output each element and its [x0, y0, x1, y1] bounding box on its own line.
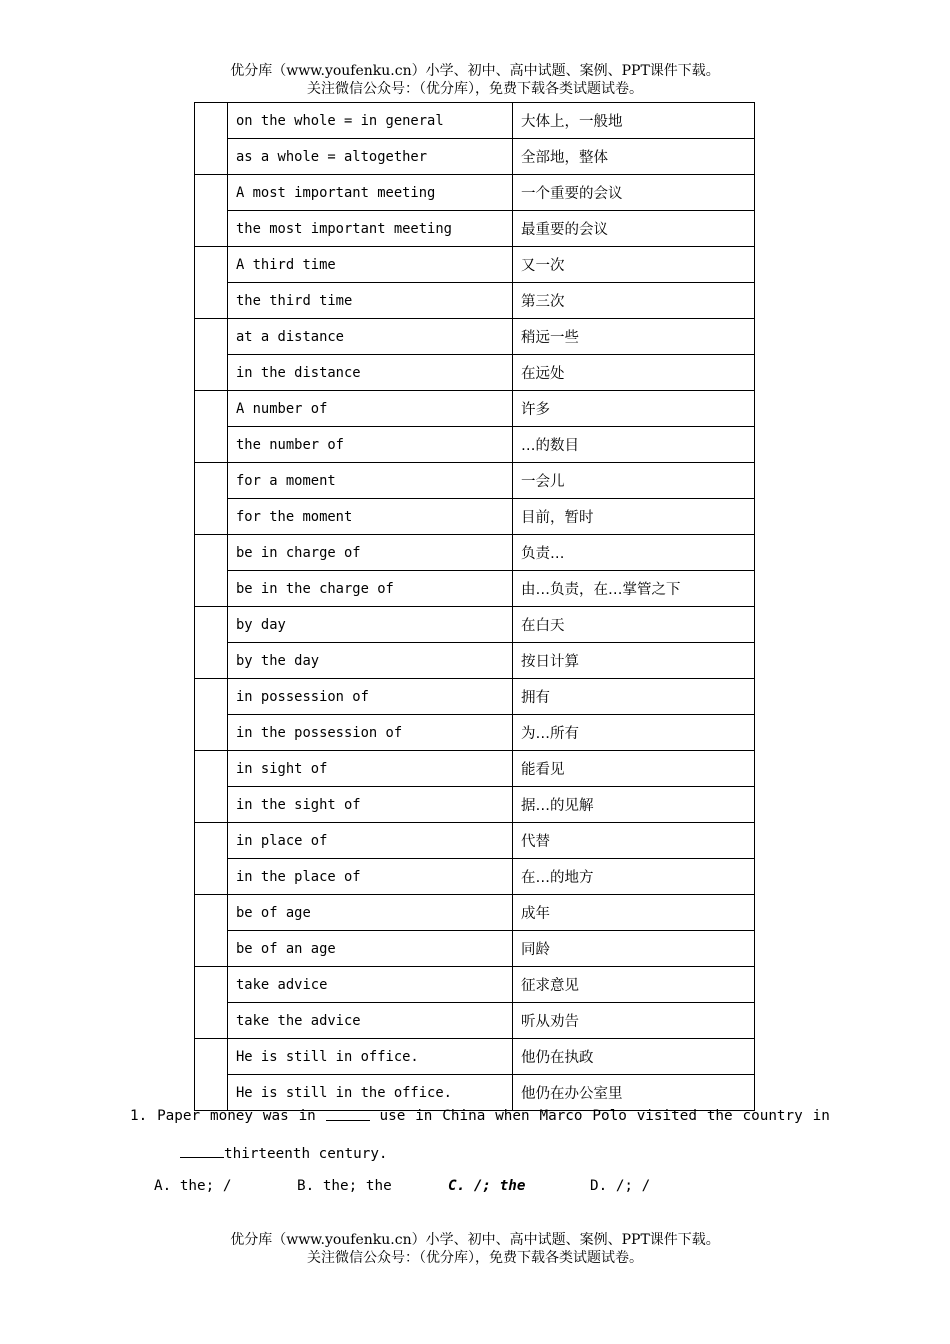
english-phrase-cell: the third time: [228, 283, 513, 319]
question-line-1: [130, 1106, 830, 1126]
group-number-cell: [195, 535, 228, 607]
table-row: [195, 967, 755, 1003]
english-phrase-cell: in sight of: [228, 751, 513, 787]
english-phrase-cell: be in charge of: [228, 535, 513, 571]
answer-blank: [180, 1143, 224, 1158]
question-word: Polo: [592, 1108, 627, 1124]
page-header: [0, 62, 950, 98]
table-row: [195, 931, 755, 967]
table-row: [195, 283, 755, 319]
chinese-meaning-cell: 征求意见: [513, 967, 755, 1003]
group-number-cell: [195, 751, 228, 823]
chinese-meaning-cell: 成年: [513, 895, 755, 931]
group-number-cell: [195, 247, 228, 319]
group-number-cell: [195, 391, 228, 463]
question-line-2: [180, 1143, 388, 1164]
english-phrase-cell: A third time: [228, 247, 513, 283]
table-row: [195, 715, 755, 751]
table-row: [195, 175, 755, 211]
chinese-meaning-cell: 大体上，一般地: [513, 103, 755, 139]
chinese-meaning-cell: 按日计算: [513, 643, 755, 679]
english-phrase-cell: A most important meeting: [228, 175, 513, 211]
chinese-meaning-cell: 同龄: [513, 931, 755, 967]
header-line-1: 优分库（www.youfenku.cn）小学、初中、高中试题、案例、PPT课件下载。: [230, 63, 720, 79]
chinese-meaning-cell: 目前，暂时: [513, 499, 755, 535]
english-phrase-cell: by day: [228, 607, 513, 643]
chinese-meaning-cell: 稍远一些: [513, 319, 755, 355]
group-number-cell: [195, 319, 228, 391]
question-word: Paper: [157, 1108, 201, 1124]
table-row: [195, 787, 755, 823]
english-phrase-cell: be of an age: [228, 931, 513, 967]
page-footer: [0, 1231, 950, 1267]
chinese-meaning-cell: 最重要的会议: [513, 211, 755, 247]
question-word: visited: [636, 1108, 697, 1124]
chinese-meaning-cell: …的数目: [513, 427, 755, 463]
vocabulary-table-body: [195, 103, 755, 1111]
header-line-2: 关注微信公众号：（优分库），免费下载各类试题试卷。: [307, 81, 643, 97]
chinese-meaning-cell: 他仍在办公室里: [513, 1075, 755, 1111]
english-phrase-cell: for the moment: [228, 499, 513, 535]
group-number-cell: [195, 1039, 228, 1111]
question-word: the: [706, 1108, 733, 1124]
option-b: B. the; the: [297, 1178, 392, 1194]
question-word: country: [742, 1108, 803, 1124]
group-number-cell: [195, 895, 228, 967]
chinese-meaning-cell: 许多: [513, 391, 755, 427]
chinese-meaning-cell: 一会儿: [513, 463, 755, 499]
chinese-meaning-cell: 一个重要的会议: [513, 175, 755, 211]
table-row: [195, 679, 755, 715]
table-row: [195, 103, 755, 139]
english-phrase-cell: He is still in office.: [228, 1039, 513, 1075]
chinese-meaning-cell: 能看见: [513, 751, 755, 787]
english-phrase-cell: at a distance: [228, 319, 513, 355]
english-phrase-cell: as a whole = altogether: [228, 139, 513, 175]
question-word: when: [495, 1108, 530, 1124]
english-phrase-cell: take advice: [228, 967, 513, 1003]
footer-line-2: 关注微信公众号：（优分库），免费下载各类试题试卷。: [307, 1250, 643, 1266]
chinese-meaning-cell: 又一次: [513, 247, 755, 283]
footer-line-1: 优分库（www.youfenku.cn）小学、初中、高中试题、案例、PPT课件下载。: [230, 1232, 720, 1248]
english-phrase-cell: A number of: [228, 391, 513, 427]
option-c: C. /; the: [448, 1178, 526, 1194]
option-d: D. /; /: [590, 1178, 651, 1194]
chinese-meaning-cell: 他仍在执政: [513, 1039, 755, 1075]
chinese-meaning-cell: 全部地，整体: [513, 139, 755, 175]
group-number-cell: [195, 463, 228, 535]
table-row: [195, 355, 755, 391]
english-phrase-cell: the most important meeting: [228, 211, 513, 247]
group-number-cell: [195, 175, 228, 247]
english-phrase-cell: for a moment: [228, 463, 513, 499]
english-phrase-cell: in the distance: [228, 355, 513, 391]
table-row: [195, 463, 755, 499]
table-row: [195, 643, 755, 679]
answer-blank: [326, 1106, 370, 1121]
english-phrase-cell: in the place of: [228, 859, 513, 895]
english-phrase-cell: by the day: [228, 643, 513, 679]
english-phrase-cell: He is still in the office.: [228, 1075, 513, 1111]
table-row: [195, 751, 755, 787]
table-row: [195, 571, 755, 607]
chinese-meaning-cell: 在白天: [513, 607, 755, 643]
question-word: was: [262, 1108, 289, 1124]
group-number-cell: [195, 607, 228, 679]
chinese-meaning-cell: 为…所有: [513, 715, 755, 751]
chinese-meaning-cell: 在远处: [513, 355, 755, 391]
chinese-meaning-cell: 第三次: [513, 283, 755, 319]
group-number-cell: [195, 679, 228, 751]
table-row: [195, 139, 755, 175]
chinese-meaning-cell: 听从劝告: [513, 1003, 755, 1039]
table-row: [195, 535, 755, 571]
option-a: A. the; /: [154, 1178, 232, 1194]
question-word: China: [442, 1108, 486, 1124]
chinese-meaning-cell: 由…负责，在…掌管之下: [513, 571, 755, 607]
table-row: [195, 823, 755, 859]
english-phrase-cell: take the advice: [228, 1003, 513, 1039]
table-row: [195, 391, 755, 427]
english-phrase-cell: the number of: [228, 427, 513, 463]
table-row: [195, 499, 755, 535]
english-phrase-cell: in the possession of: [228, 715, 513, 751]
table-row: [195, 1003, 755, 1039]
question-word: in: [415, 1108, 433, 1124]
english-phrase-cell: be in the charge of: [228, 571, 513, 607]
group-number-cell: [195, 967, 228, 1039]
table-row: [195, 247, 755, 283]
question-line-2-text: thirteenth century.: [224, 1146, 388, 1162]
vocabulary-table: [194, 102, 755, 1111]
english-phrase-cell: on the whole = in general: [228, 103, 513, 139]
chinese-meaning-cell: 代替: [513, 823, 755, 859]
table-row: [195, 1039, 755, 1075]
table-row: [195, 211, 755, 247]
question-1: [130, 1106, 830, 1194]
question-word: money: [209, 1108, 254, 1124]
question-number: 1.: [130, 1108, 148, 1124]
question-word: Marco: [539, 1108, 583, 1124]
group-number-cell: [195, 103, 228, 175]
english-phrase-cell: in place of: [228, 823, 513, 859]
table-row: [195, 427, 755, 463]
table-row: [195, 607, 755, 643]
question-word: in: [812, 1108, 830, 1124]
table-row: [195, 895, 755, 931]
table-row: [195, 859, 755, 895]
question-word: in: [298, 1108, 316, 1124]
question-word: use: [379, 1108, 406, 1124]
chinese-meaning-cell: 拥有: [513, 679, 755, 715]
english-phrase-cell: in the sight of: [228, 787, 513, 823]
chinese-meaning-cell: 据…的见解: [513, 787, 755, 823]
chinese-meaning-cell: 负责…: [513, 535, 755, 571]
table-row: [195, 319, 755, 355]
group-number-cell: [195, 823, 228, 895]
english-phrase-cell: be of age: [228, 895, 513, 931]
english-phrase-cell: in possession of: [228, 679, 513, 715]
chinese-meaning-cell: 在…的地方: [513, 859, 755, 895]
